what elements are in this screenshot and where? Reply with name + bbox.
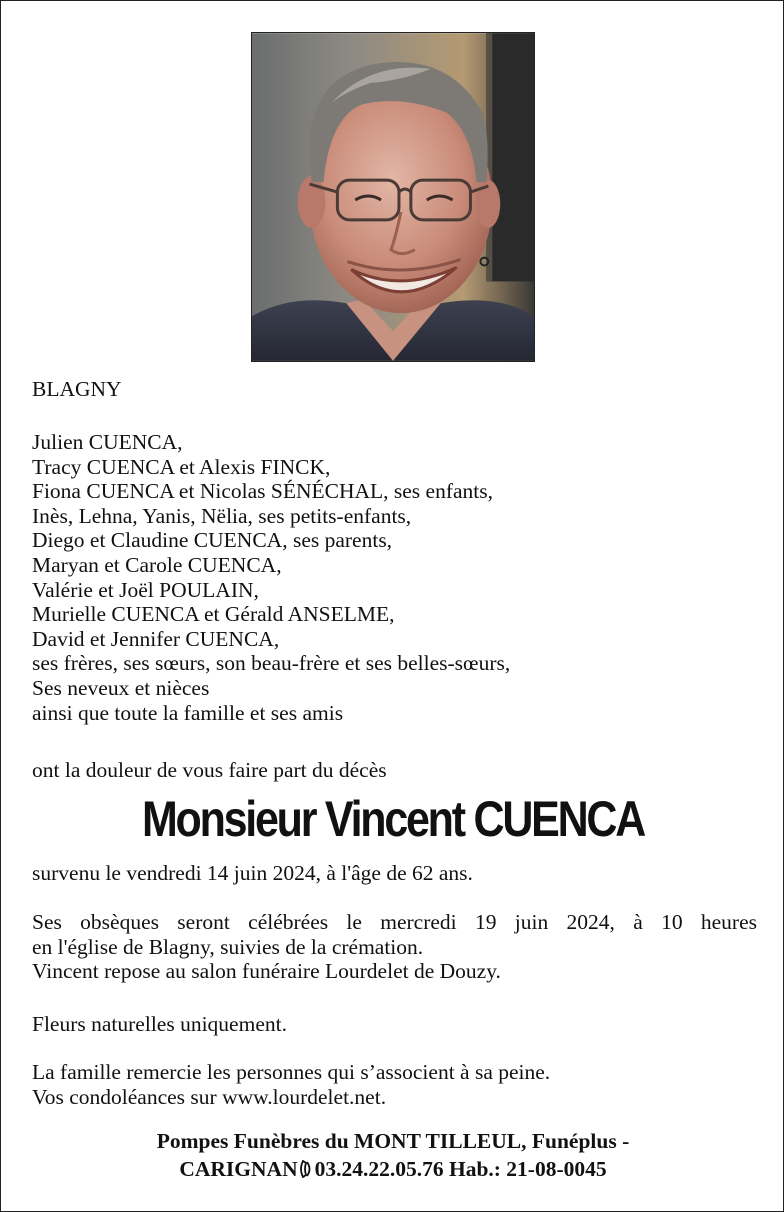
family-line: David et Jennifer CUENCA,	[32, 626, 280, 651]
portrait-photo	[251, 32, 535, 362]
family-line: Tracy CUENCA et Alexis FINCK,	[32, 454, 331, 479]
family-line: Valérie et Joël POULAIN,	[32, 577, 259, 602]
family-line: ses frères, ses sœurs, son beau-frère et ses belles-sœurs,	[32, 651, 511, 676]
service-line: Ses obsèques seront célébrées le mercredi 19 juin 2024, à 10 heures	[32, 910, 757, 934]
thanks-line: La famille remercie les personnes qui s’associent à sa peine.	[32, 1060, 551, 1084]
funeral-service-details	[32, 910, 757, 984]
family-line: Murielle CUENCA et Gérald ANSELME,	[32, 602, 395, 627]
funeral-home-contact	[1, 1155, 784, 1183]
funeral-home-city: CARIGNAN	[179, 1157, 298, 1181]
family-line: Diego et Claudine CUENCA, ses parents,	[32, 528, 393, 553]
death-notice: survenu le vendredi 14 juin 2024, à l'âge de 62 ans.	[32, 861, 473, 885]
service-line: Vincent repose au salon funéraire Lourdelet de Douzy.	[32, 959, 501, 984]
phone-icon	[299, 1160, 313, 1178]
funeral-home-phone: 03.24.22.05.76	[314, 1157, 444, 1181]
service-line: en l'église de Blagny, suivies de la crémation.	[32, 934, 424, 959]
thanks-line: Vos condoléances sur www.lourdelet.net.	[32, 1084, 387, 1109]
funeral-home-license: Hab.: 21-08-0045	[448, 1157, 607, 1181]
place-name: BLAGNY	[32, 377, 122, 401]
family-line: Inès, Lehna, Yanis, Nëlia, ses petits-enfants,	[32, 503, 412, 528]
family-thanks	[32, 1060, 757, 1109]
family-line: Fiona CUENCA et Nicolas SÉNÉCHAL, ses enfants,	[32, 479, 494, 504]
family-line: Maryan et Carole CUENCA,	[32, 552, 282, 577]
family-line: ainsi que toute la famille et ses amis	[32, 700, 344, 725]
funeral-home-name: Pompes Funèbres du MONT TILLEUL, Funéplus -	[156, 1129, 630, 1153]
flowers-note: Fleurs naturelles uniquement.	[32, 1012, 287, 1036]
family-list	[32, 430, 757, 725]
deceased-name: Monsieur Vincent CUENCA	[141, 791, 645, 847]
funeral-home-footer	[1, 1127, 784, 1183]
family-line: Ses neveux et nièces	[32, 675, 210, 700]
family-line: Julien CUENCA,	[32, 430, 183, 454]
announcement-intro: ont la douleur de vous faire part du décès	[32, 758, 387, 782]
